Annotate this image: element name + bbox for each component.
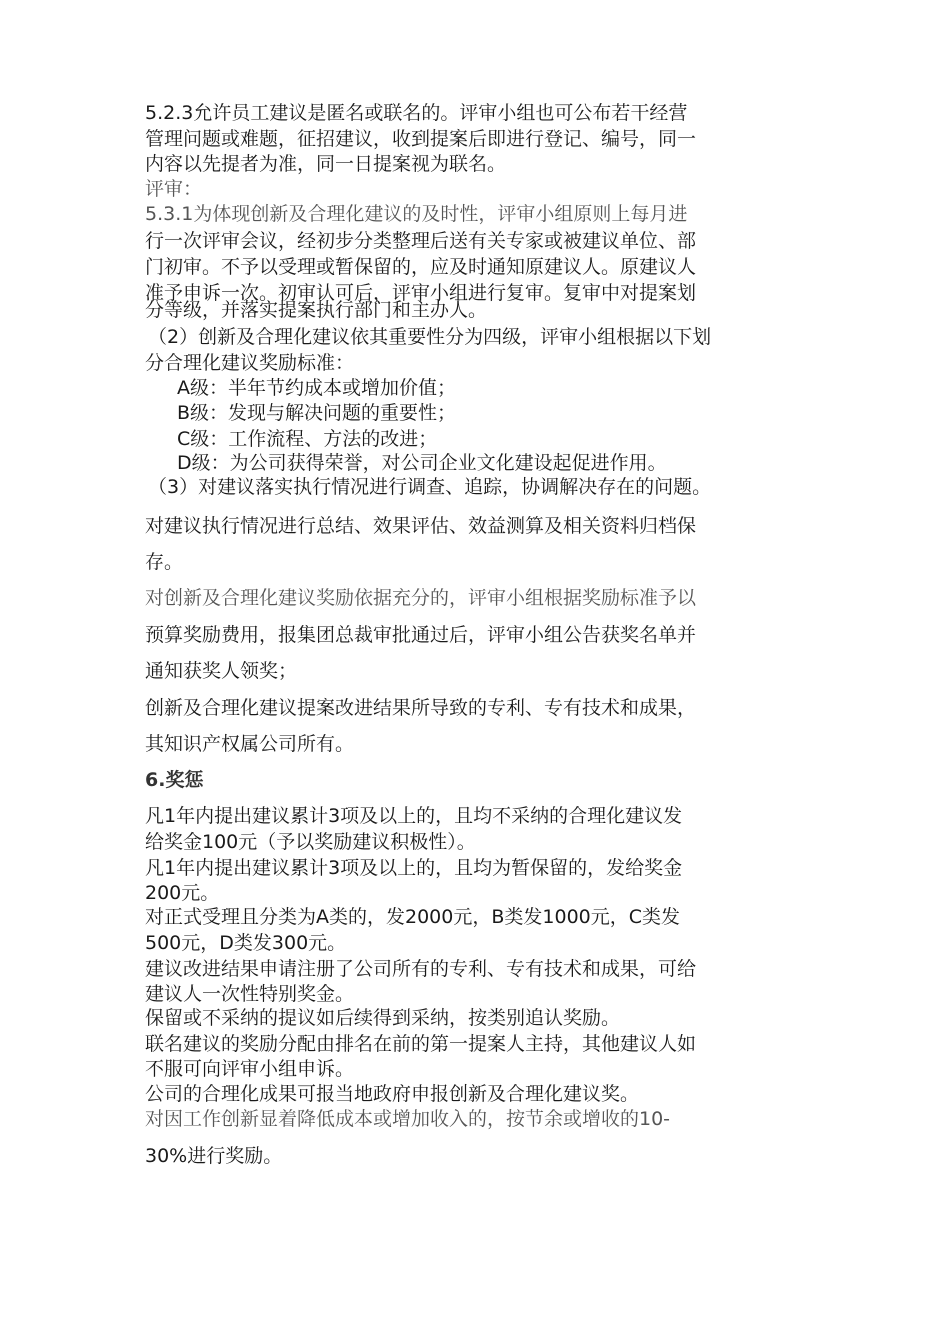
- text-line: 分合理化建议奖励标准：: [145, 352, 355, 374]
- text-line: 创新及合理化建议提案改进结果所导致的专利、专有技术和成果，: [145, 697, 697, 719]
- text-line: 存。: [145, 551, 184, 573]
- text-line: 保留或不采纳的提议如后续得到采纳，按类别追认奖励。: [145, 1007, 621, 1029]
- text-line: 建议改进结果申请注册了公司所有的专利、专有技术和成果，可给: [145, 958, 697, 980]
- text-line: 公司的合理化成果可报当地政府申报创新及合理化建议奖。: [145, 1083, 640, 1105]
- text-line: （2）创新及合理化建议依其重要性分为四级，评审小组根据以下划: [148, 326, 712, 348]
- text-line: 管理问题或难题，征招建议，收到提案后即进行登记、编号，同一: [145, 128, 697, 150]
- text-line: 不服可向评审小组申诉。: [145, 1058, 355, 1080]
- grade-b-item: B级：发现与解决问题的重要性；: [177, 402, 457, 424]
- grade-d-item: D级：为公司获得荣誉，对公司企业文化建设起促进作用。: [177, 452, 667, 474]
- text-line: 凡1年内提出建议累计3项及以上的，且均不采纳的合理化建议发: [145, 805, 683, 827]
- text-line: 对建议执行情况进行总结、效果评估、效益测算及相关资料归档保: [145, 515, 697, 537]
- section-6-heading: 6.奖惩: [145, 769, 204, 791]
- text-line: 准予申诉一次。初审认可后，评审小组进行复审。复审中对提案划: [145, 282, 697, 304]
- text-line: 5.2.3允许员工建议是匿名或联名的。评审小组也可公布若干经营: [145, 102, 688, 124]
- text-line: 200元。: [145, 882, 220, 904]
- text-line: 对创新及合理化建议奖励依据充分的，评审小组根据奖励标准予以: [145, 587, 697, 609]
- text-line: 对因工作创新显着降低成本或增加收入的，按节余或增收的10-: [145, 1108, 671, 1130]
- text-line: 500元，D类发300元。: [145, 932, 347, 954]
- text-line: 内容以先提者为准，同一日提案视为联名。: [145, 153, 507, 175]
- text-line: 预算奖励费用，报集团总裁审批通过后，评审小组公告获奖名单并: [145, 624, 697, 646]
- review-label: 评审：: [145, 178, 203, 200]
- text-line: 30%进行奖励。: [145, 1145, 283, 1167]
- text-line: 分等级，并落实提案执行部门和主办人。: [145, 299, 488, 321]
- text-line: 5.3.1为体现创新及合理化建议的及时性，评审小组原则上每月进: [145, 203, 688, 225]
- text-line: 凡1年内提出建议累计3项及以上的，且均为暂保留的，发给奖金: [145, 857, 683, 879]
- text-line: 通知获奖人领奖；: [145, 660, 298, 682]
- text-line: 其知识产权属公司所有。: [145, 733, 355, 755]
- text-line: 给奖金100元（予以奖励建议积极性）。: [145, 831, 476, 853]
- grade-c-item: C级：工作流程、方法的改进；: [177, 428, 438, 450]
- text-line: 行一次评审会议，经初步分类整理后送有关专家或被建议单位、部: [145, 230, 697, 252]
- text-line: 对正式受理且分类为A类的，发2000元，B类发1000元，C类发: [145, 906, 681, 928]
- text-line: （3）对建议落实执行情况进行调查、追踪，协调解决存在的问题。: [148, 476, 712, 498]
- grade-a-item: A级：半年节约成本或增加价值；: [177, 377, 456, 399]
- text-line: 建议人一次性特别奖金。: [145, 983, 355, 1005]
- text-line: 门初审。不予以受理或暂保留的，应及时通知原建议人。原建议人: [145, 256, 697, 278]
- text-line: 联名建议的奖励分配由排名在前的第一提案人主持，其他建议人如: [145, 1033, 697, 1055]
